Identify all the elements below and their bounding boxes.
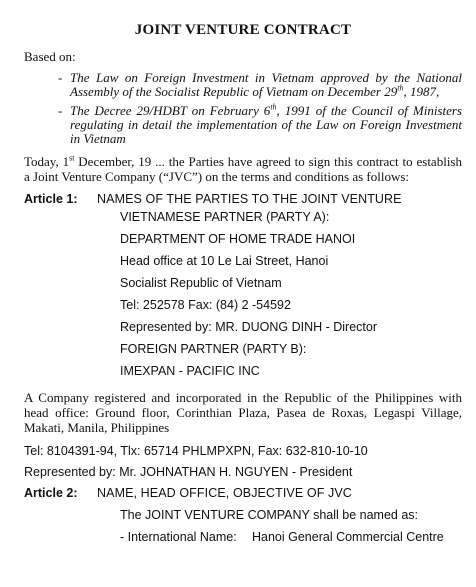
list-item-text: The Law on Foreign Investment in Vietnam approved by the National Assembly of the Socialist Republic of Vietnam on December 29 [70, 70, 462, 99]
superscript: th [397, 83, 404, 93]
party-b-representative: Represented by: Mr. JOHNATHAN H. NGUYEN - President [24, 465, 353, 479]
superscript: st [69, 153, 75, 163]
based-on-label: Based on: [24, 49, 76, 64]
document-title: JOINT VENTURE CONTRACT [134, 22, 352, 38]
legal-basis-list [24, 71, 462, 146]
article-1-title: NAMES OF THE PARTIES TO THE JOINT VENTURE [97, 192, 402, 206]
article-1-heading [24, 192, 462, 206]
party-a-representative: Represented by: MR. DUONG DINH - Director [120, 320, 378, 334]
intl-name-label: - International Name: [120, 530, 237, 544]
bullet-dash: - [58, 103, 63, 118]
superscript: th [270, 102, 277, 112]
jvc-named-as: The JOINT VENTURE COMPANY shall be named as: [120, 508, 419, 522]
today-paragraph [24, 154, 462, 184]
intl-name-value: Hanoi General Commercial Centre [252, 530, 444, 544]
party-a-heading: VIETNAMESE PARTNER (PARTY A): [120, 210, 330, 224]
article-2-heading [24, 486, 462, 500]
parties-block [24, 206, 462, 382]
article-1-label: Article 1: [24, 192, 78, 206]
party-a-country: Socialist Republic of Vietnam [120, 276, 282, 290]
bullet-dash: - [58, 70, 63, 85]
party-b-contact: Tel: 8104391-94, Tlx: 65714 PHLMPXPN, Fax: 632-810-10-10 [24, 444, 368, 458]
party-b-name: IMEXPAN - PACIFIC INC [120, 364, 260, 378]
party-a-address: Head office at 10 Le Lai Street, Hanoi [120, 254, 329, 268]
party-b-heading: FOREIGN PARTNER (PARTY B): [120, 342, 307, 356]
article-2-label: Article 2: [24, 486, 78, 500]
list-item [24, 71, 462, 99]
list-item-text: The Decree 29/HDBT on February 6 [70, 103, 271, 118]
jvc-international-name [24, 526, 462, 548]
party-a-contact: Tel: 252578 Fax: (84) 2 -54592 [120, 298, 291, 312]
today-text: December, 19 ... the Parties have agreed to sign this contract to establish a Joint Venture Company (“JVC”) on the terms and conditions as follows: [24, 154, 462, 184]
party-a-name: DEPARTMENT OF HOME TRADE HANOI [120, 232, 356, 246]
article-2-title: NAME, HEAD OFFICE, OBJECTIVE OF JVC [97, 486, 352, 500]
list-item-text: , 1991 of the Council of Ministers regulating in detail the implementation of the Law on Foreign Investment in Vietnam [70, 103, 462, 146]
list-item [24, 104, 462, 146]
party-b-description: A Company registered and incorporated in the Republic of the Philippines with head office: Ground floor, Corinthian Plaza, Pasea de Roxas, Legaspi Village, Makati, Manila, Philippines [24, 390, 462, 435]
today-text: Today, 1 [24, 154, 70, 169]
list-item-text: , 1987, [403, 84, 440, 99]
